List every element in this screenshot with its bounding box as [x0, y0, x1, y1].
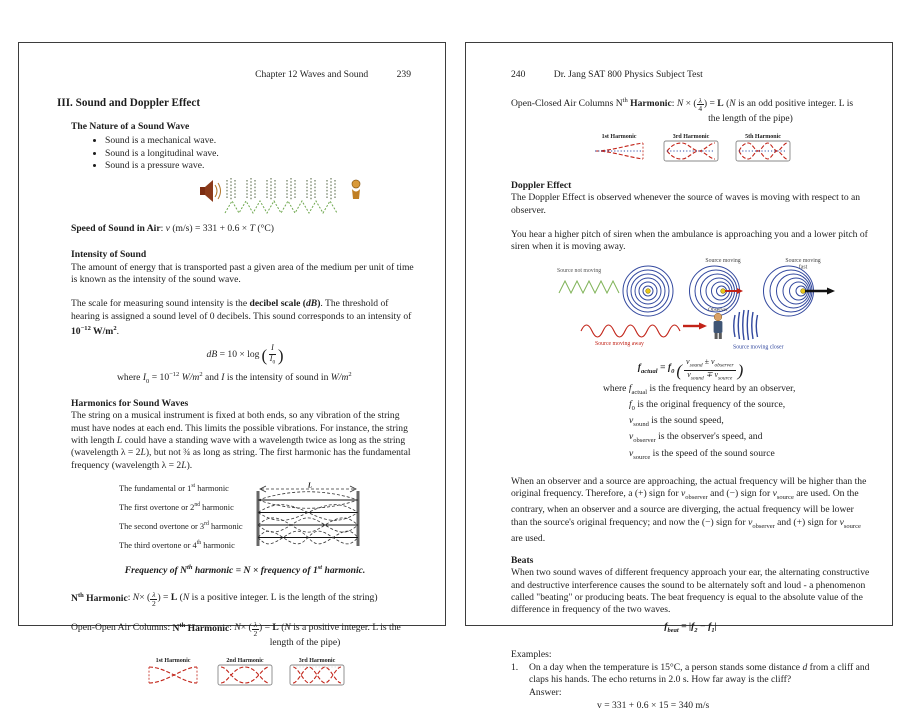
running-header-left [71, 69, 419, 81]
label-source-moving-away: Source moving away [595, 341, 644, 348]
nature-heading: The Nature of a Sound Wave [71, 120, 190, 132]
decibel-where-line: where $I_0 = 10^{-12}$ $W/m^2$ and I is the intensity of sound in $W/m^2$ [117, 370, 352, 385]
green-wave [559, 281, 619, 293]
pipe-2nd-harmonic [214, 656, 276, 694]
running-header-title: Dr. Jang SAT 800 Physics Subject Test [553, 69, 703, 80]
open-paren: ( [261, 346, 268, 366]
observer-icon [714, 314, 723, 340]
length-label: L [307, 481, 312, 490]
svg-text:2nd Harmonic: 2nd Harmonic [226, 657, 264, 664]
doppler-formula [511, 358, 870, 383]
close-paren: ) [277, 346, 284, 366]
doppler-heading: Doppler Effect [511, 179, 572, 191]
where-line: where $f_{actual}$ is the frequency heard by an observer, [603, 382, 796, 396]
speed-of-sound-line: Speed of Sound in Air: v (m/s) = 331 + 0.6 × T (°C) [71, 223, 274, 235]
doppler-figure [551, 255, 870, 355]
where-line: $f_0$ is the original frequency of the source, [629, 399, 786, 412]
close-paren: ) [737, 360, 744, 380]
doppler-formula-lhs: $f_{actual} = f_0$ [637, 362, 675, 376]
listener-icon [352, 180, 360, 199]
label-source-at-rest: Source not moving [557, 268, 602, 275]
doppler-where-block [511, 383, 870, 464]
page-right-content [466, 43, 892, 712]
doppler-fraction: $\frac{v_{sound} \pm v_{observer}}{v_{sound} \mp v_{source}}$ [686, 356, 734, 382]
svg-text:3rd Harmonic: 3rd Harmonic [672, 133, 709, 140]
example-item-1 [511, 662, 870, 699]
circles-source-at-rest [623, 266, 673, 316]
speaker-compression-wave-illustration [199, 175, 371, 215]
where-line: $v_{sound}$ is the sound speed, [629, 415, 724, 429]
label-source-moving-fast-2: fast [798, 264, 808, 271]
lambda-over-2: $\frac{\lambda}{2}$ [151, 589, 156, 608]
decibel-formula-lhs: dB = 10 × log [206, 349, 260, 361]
decibel-formula [71, 344, 419, 366]
intensity-heading: Intensity of Sound [71, 249, 147, 261]
label-source-moving-closer: Source moving closer [733, 344, 784, 351]
doppler-paragraph-2: You hear a higher pitch of siren when the ambulance is approaching you and a lower pitch of siren when it is moving away. [511, 228, 868, 253]
open-closed-line: Open-Closed Air Columns $N^{th}$ Harmonic: N × ( $\frac{\lambda}{4}$ ) = L (N is an odd positive integer. L is the length of the pipe) [511, 95, 870, 125]
blue-compressed-waves [734, 310, 758, 340]
nature-bullet-list [71, 135, 419, 173]
where-line: $v_{observer}$ is the observer's speed, and [629, 431, 763, 445]
intensity-paragraph-1: The amount of energy that is transported past a given area of the medium per unit of time is known as the intensity of the sound wave. [71, 261, 414, 285]
pipe-3rd-harmonic [660, 132, 722, 170]
pipe-3rd-harmonic [286, 656, 348, 694]
harmonics-paragraph: The string on a musical instrument is fixed at both ends, so any vibration of the string must have nodes at each end. This limits the possible vibrations. For instance, the string with length L could have a standing wave with a wavelength twice as long as the string (wavelength λ = 2L), but not ¾ as long as string. The first harmonic has the fundamental frequency (wavelength λ = 2L). [71, 410, 411, 471]
open-open-pipe-1-diagram [142, 656, 204, 690]
pipe-5th-harmonic [732, 132, 794, 170]
doppler-paragraph-3: When an observer and a source are approaching, the actual frequency will be higher than the original frequency. Therefore, a (+) sign for $v_{observer}$ and (−) sign for $v_{source}$ are used. On the contrary, when an observer and a source are diverging, the actual frequency will be lower than the source's original frequency; and now the (−) sign for $v_{observer}$ and (+) sign for $v_{source}$ are used. [511, 475, 867, 544]
frequency-rule: Frequency of $N^{th}$ harmonic = N × frequency of 1st harmonic. [124, 563, 366, 577]
red-wave-long [581, 325, 680, 337]
harmonic-label: The second overtone or 3rd harmonic [119, 520, 243, 531]
nth-harmonic-line: $N^{th}$ Harmonic: N× ( $\frac{\lambda}{2}$ ) = L (N is a positive integer. L is the length of the string) [71, 589, 378, 608]
example-number: 1. [511, 662, 519, 674]
beats-heading: Beats [511, 555, 534, 567]
beats-formula: $f_{beat} = |f_2 - f_1|$ [664, 620, 717, 634]
harmonic-label: The first overtone or 2nd harmonic [119, 501, 234, 512]
running-header-title: Chapter 12 Waves and Sound [255, 69, 369, 80]
svg-text:3rd Harmonic: 3rd Harmonic [298, 657, 336, 664]
open-open-pipe-3-diagram [286, 656, 348, 690]
open-closed-pipe-3-diagram [660, 132, 722, 166]
bullet-item: • Sound is a pressure wave. [105, 160, 419, 172]
harmonic-label: The third overtone or 4th harmonic [119, 539, 235, 550]
open-open-continuation: length of the pipe) [269, 637, 341, 649]
bullet-item: • Sound is a longitudinal wave. [105, 148, 419, 160]
compression-waves [227, 178, 335, 200]
open-open-pipe-2-diagram [214, 656, 276, 690]
doppler-effect-illustration [551, 255, 871, 351]
page-number: 240 [511, 69, 526, 80]
standing-wave-labels [119, 478, 243, 554]
where-line: $v_{source}$ is the speed of the sound source [629, 447, 775, 461]
open-closed-pipe-1-diagram [588, 132, 650, 166]
intensity-paragraph-2: The scale for measuring sound intensity is the decibel scale (dB). The threshold of hearing is assigned a sound level of 0 decibels. This sound corresponds to an intensity of $10^{-12}$ $W/m^2$. [71, 298, 412, 338]
label-observer: Observer [708, 307, 728, 314]
answer-label: Answer: [529, 686, 562, 698]
lambda-over-2: $\frac{\lambda}{2}$ [253, 619, 258, 638]
page-left [18, 42, 446, 664]
harmonic-label: The fundamental or 1st harmonic [119, 482, 229, 493]
pipe-1st-harmonic [588, 132, 650, 170]
example-text: On a day when the temperature is 15°C, a person stands some distance d from a cliff and claps his hands. The echo returns in 2.0 s. How far away is the cliff? Answer: [529, 662, 870, 698]
open-paren: ( [676, 360, 683, 380]
harmonics-heading: Harmonics for Sound Waves [71, 398, 189, 410]
open-open-pipes-figure [71, 656, 419, 694]
open-open-line: Open-Open Air Columns: $N^{th}$ Harmonic: N× ( $\frac{\lambda}{2}$ ) = L (N is a positive integer. L is the length of the pipe) [71, 619, 419, 649]
label-source-moving: Source moving [705, 258, 741, 265]
section-title: III. Sound and Doppler Effect [57, 97, 201, 110]
examples-heading: Examples: [511, 648, 552, 660]
pipe-1st-harmonic [142, 656, 204, 694]
label-source-moving-fast-1: Source moving [785, 258, 821, 265]
page-right [465, 42, 893, 712]
standing-wave-figure [119, 478, 419, 554]
open-closed-pipe-5-diagram [732, 132, 794, 166]
decibel-fraction: $\frac{I}{I_0}$ [269, 343, 276, 366]
page-number: 239 [396, 69, 411, 80]
bullet-item: • Sound is a mechanical wave. [105, 135, 419, 147]
open-closed-pipes-figure [511, 132, 870, 170]
answer-calculation: v = 331 + 0.6 × 15 = 340 m/s [597, 700, 710, 712]
svg-text:1st Harmonic: 1st Harmonic [601, 133, 636, 140]
svg-text:5th Harmonic: 5th Harmonic [744, 133, 781, 140]
green-wave [225, 201, 337, 213]
circles-source-moving-fast [764, 266, 836, 316]
sound-wave-figure [199, 175, 419, 219]
lambda-over-4: $\frac{\lambda}{4}$ [698, 95, 703, 114]
running-header-right [511, 69, 870, 81]
svg-text:1st Harmonic: 1st Harmonic [155, 657, 191, 664]
beats-paragraph: When two sound waves of different frequency approach your ear, the alternating constructive and destructive interference causes the sound to be alternately soft and loud - a phenomenon called "beating" or producing beats. The beat frequency is equal to the absolute value of the difference in frequency of the two waves. [511, 567, 870, 616]
doppler-paragraph-1: The Doppler Effect is observed whenever the source of waves is moving with respect to an observer. [511, 192, 861, 216]
speaker-icon [200, 180, 221, 202]
page-left-content [19, 43, 445, 694]
standing-waves-diagram [253, 482, 363, 550]
open-closed-continuation: the length of the pipe) [708, 113, 793, 125]
